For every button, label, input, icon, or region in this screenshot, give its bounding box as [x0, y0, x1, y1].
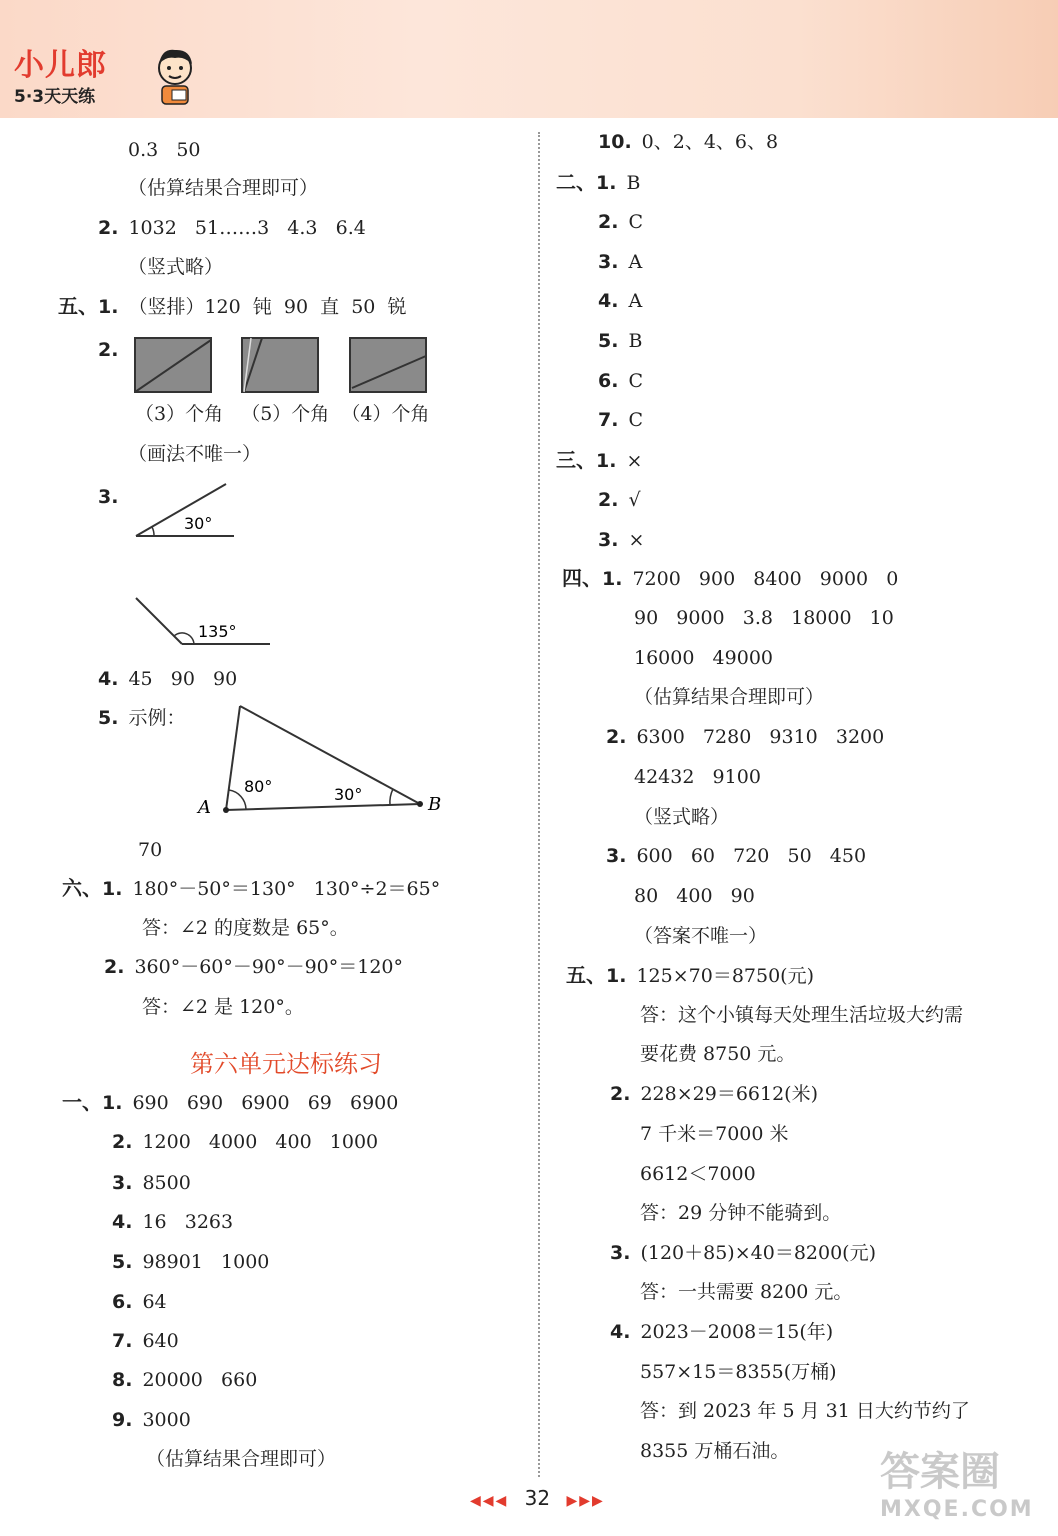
answer-text: 640 [142, 1330, 179, 1352]
answer-line [640, 1003, 963, 1027]
answer-text: 600 60 720 50 450 [636, 845, 867, 867]
answer-line [556, 170, 640, 195]
brand-subtitle: 5·3天天练 [14, 87, 96, 107]
answer-text: （答案不唯一） [634, 925, 768, 947]
answer-text: B [626, 172, 641, 194]
answer-line [98, 485, 128, 509]
answer-line [112, 1130, 378, 1154]
page-number: 32 [524, 1486, 551, 1510]
angle-30-figure [130, 478, 240, 544]
answer-line [112, 1290, 167, 1314]
answer-line [142, 995, 304, 1019]
answer-text: （3）个角 （5）个角 （4）个角 [135, 403, 430, 425]
answer-text: A [628, 290, 643, 312]
answer-text: 答：一共需要 8200 元。 [640, 1281, 853, 1303]
answer-text: 0、2、4、6、8 [641, 131, 779, 153]
question-number: 9. [112, 1409, 133, 1431]
answer-text: C [628, 211, 643, 233]
question-number: 1. [596, 172, 617, 194]
answer-text: C [628, 370, 643, 392]
section-marker: 三、 [556, 448, 596, 472]
answer-line [598, 210, 643, 234]
question-number: 2. [598, 211, 619, 233]
answer-text: 答：∠2 是 120°。 [142, 996, 304, 1018]
section-marker: 一、 [62, 1090, 102, 1114]
brand-title: 小儿郎 [14, 48, 107, 83]
answer-text: （竖式略） [128, 256, 224, 278]
answer-text: × [626, 450, 643, 472]
answer-line [640, 1201, 841, 1225]
answer-line [598, 369, 643, 393]
question-number: 3. [598, 251, 619, 273]
question-number: 1. [602, 568, 623, 590]
answer-line [598, 329, 642, 353]
question-number: 3. [606, 845, 627, 867]
answer-text: 557×15＝8355(万桶) [640, 1361, 837, 1383]
answer-line [640, 1122, 789, 1146]
answer-text: 180°－50°＝130° 130°÷2＝65° [132, 878, 441, 900]
question-number: 7. [598, 409, 619, 431]
answer-text: 64 [142, 1291, 167, 1313]
answer-text: 80 400 90 [634, 885, 755, 907]
question-number: 7. [112, 1330, 133, 1352]
answer-text: 答：这个小镇每天处理生活垃圾大约需 [640, 1004, 964, 1026]
answer-text: 16000 49000 [634, 647, 774, 669]
watermark [880, 1440, 1050, 1530]
answer-text: 90 9000 3.8 18000 10 [634, 607, 894, 629]
answer-text: × [628, 529, 645, 551]
answer-text: （估算结果合理即可） [128, 177, 319, 199]
answer-line [112, 1368, 257, 1392]
watermark-url: MXQE.COM [880, 1497, 1034, 1522]
question-number: 2. [112, 1131, 133, 1153]
answer-line [640, 1439, 789, 1463]
question-number: 3. [610, 1242, 631, 1264]
answer-line [98, 667, 237, 691]
answer-text: 6612＜7000 [640, 1163, 756, 1185]
question-number: 6. [112, 1291, 133, 1313]
question-number: 1. [98, 296, 119, 318]
page-footer [470, 1486, 605, 1510]
question-number: 2. [610, 1083, 631, 1105]
answer-text: 125×70＝8750(元) [636, 965, 814, 987]
answer-line [98, 216, 366, 240]
question-number: 1. [606, 965, 627, 987]
mascot-icon [150, 46, 200, 106]
answer-line [128, 176, 318, 200]
answer-line [634, 765, 761, 789]
answer-text: 690 690 6900 69 6900 [132, 1092, 399, 1114]
angle-135-figure [130, 590, 280, 652]
question-number: 2. [606, 726, 627, 748]
answer-text: 7 千米＝7000 米 [640, 1123, 789, 1145]
answer-text: 16 3263 [142, 1211, 234, 1233]
answer-text: 答：到 2023 年 5 月 31 日大约节约了 [640, 1400, 970, 1422]
answer-text: 答：29 分钟不能骑到。 [640, 1202, 842, 1224]
answer-line [62, 876, 440, 901]
watermark-title: 答案圈 [880, 1449, 1000, 1495]
section-marker: 四、 [562, 566, 602, 590]
answer-line [634, 606, 894, 630]
question-number: 2. [598, 489, 619, 511]
answer-text: (120＋85)×40＝8200(元) [640, 1242, 876, 1264]
answer-line [58, 294, 406, 319]
answer-text: B [628, 330, 643, 352]
section-marker: 五、 [566, 963, 606, 987]
answer-line [634, 805, 729, 829]
answer-line [598, 130, 778, 154]
answer-line [610, 1320, 833, 1344]
section-marker: 二、 [556, 170, 596, 194]
answer-text: 2023－2008＝15(年) [640, 1321, 834, 1343]
answer-line [128, 255, 223, 279]
answer-text: 45 90 90 [128, 668, 238, 690]
answer-line [104, 955, 403, 979]
answer-line [566, 963, 814, 988]
answer-line [640, 1399, 970, 1423]
answer-line [135, 402, 429, 426]
answer-line [606, 844, 866, 868]
answer-text: （竖排）120 钝 90 直 50 锐 [128, 296, 407, 318]
answer-text: （估算结果合理即可） [634, 686, 825, 708]
answer-line [598, 250, 642, 274]
question-number: 4. [98, 668, 119, 690]
question-number: 3. [98, 486, 119, 508]
question-number: 4. [610, 1321, 631, 1343]
answer-text: √ [628, 489, 641, 511]
answer-text: 20000 660 [142, 1369, 258, 1391]
question-number: 3. [598, 529, 619, 551]
answer-line [98, 338, 128, 362]
answer-line [634, 646, 773, 670]
angle-80-label: 80° [244, 777, 273, 796]
answer-line [112, 1250, 269, 1274]
angle-135-label: 135° [198, 622, 237, 641]
answer-line [606, 725, 884, 749]
answer-line [146, 1447, 336, 1471]
answer-line [556, 448, 642, 473]
answer-line [610, 1082, 818, 1106]
angle-30-tri-label: 30° [334, 785, 363, 804]
answer-line [634, 884, 755, 908]
section-marker: 五、 [58, 294, 98, 318]
question-number: 4. [112, 1211, 133, 1233]
question-number: 1. [102, 878, 123, 900]
answer-text: 答：∠2 的度数是 65°。 [142, 917, 349, 939]
question-number: 1. [102, 1092, 123, 1114]
answer-text: 70 [138, 839, 163, 861]
answer-text: 360°－60°－90°－90°＝120° [134, 956, 404, 978]
answer-line [62, 1090, 398, 1115]
question-number: 5. [98, 707, 119, 729]
unit-title: 第六单元达标练习 [190, 1050, 382, 1078]
answer-line [598, 488, 641, 512]
answer-line [640, 1162, 756, 1186]
answer-text: 42432 9100 [634, 766, 761, 788]
vertex-a-label: A [198, 797, 211, 818]
answer-text: 示例： [128, 707, 186, 729]
answer-line [142, 916, 349, 940]
answer-line [598, 289, 642, 313]
question-number: 4. [598, 290, 619, 312]
question-number: 2. [104, 956, 125, 978]
answer-text: 8500 [142, 1172, 191, 1194]
answer-line [128, 138, 201, 162]
answer-line [128, 442, 261, 466]
answer-text: （估算结果合理即可） [146, 1448, 337, 1470]
answer-line [634, 685, 824, 709]
answer-text: （画法不唯一） [128, 443, 262, 465]
answer-line [562, 566, 898, 591]
column-divider [538, 132, 540, 1477]
answer-text: 3000 [142, 1409, 191, 1431]
answer-line [112, 1408, 191, 1432]
answer-text: A [628, 251, 643, 273]
vertex-b-label: B [428, 794, 442, 815]
answer-text: 1032 51……3 4.3 6.4 [128, 217, 366, 239]
question-number: 6. [598, 370, 619, 392]
answer-line [634, 924, 767, 948]
answer-text: 0.3 50 [128, 139, 201, 161]
answer-line [112, 1329, 179, 1353]
answer-text: 7200 900 8400 9000 0 [632, 568, 899, 590]
answer-text: （竖式略） [634, 806, 730, 828]
answer-text: C [628, 409, 643, 431]
answer-line [598, 408, 643, 432]
answer-text: 228×29＝6612(米) [640, 1083, 818, 1105]
answer-text: 要花费 8750 元。 [640, 1043, 796, 1065]
question-number: 10. [598, 131, 632, 153]
brand-logo [14, 40, 107, 107]
triangle-figure [194, 700, 456, 820]
answer-line [610, 1241, 876, 1265]
answer-text: 6300 7280 9310 3200 [636, 726, 885, 748]
section-marker: 六、 [62, 876, 102, 900]
answer-text: 98901 1000 [142, 1251, 270, 1273]
answer-line [112, 1210, 233, 1234]
question-number: 2. [98, 339, 119, 361]
answer-text: 1200 4000 400 1000 [142, 1131, 379, 1153]
question-number: 1. [596, 450, 617, 472]
question-number: 5. [598, 330, 619, 352]
answer-text: 8355 万桶石油。 [640, 1440, 790, 1462]
answer-line [640, 1280, 852, 1304]
question-number: 8. [112, 1369, 133, 1391]
answer-line [112, 1171, 191, 1195]
question-number: 2. [98, 217, 119, 239]
answer-line [98, 706, 185, 730]
question-number: 3. [112, 1172, 133, 1194]
rectangles-figure [134, 336, 444, 396]
answer-line [640, 1360, 837, 1384]
prev-arrows-icon: ◀◀◀ [470, 1493, 509, 1509]
answer-line [640, 1042, 795, 1066]
next-arrows-icon: ▶▶▶ [566, 1493, 605, 1509]
answer-line [138, 838, 162, 862]
answer-line [598, 528, 644, 552]
angle-30-label: 30° [184, 514, 213, 533]
question-number: 5. [112, 1251, 133, 1273]
